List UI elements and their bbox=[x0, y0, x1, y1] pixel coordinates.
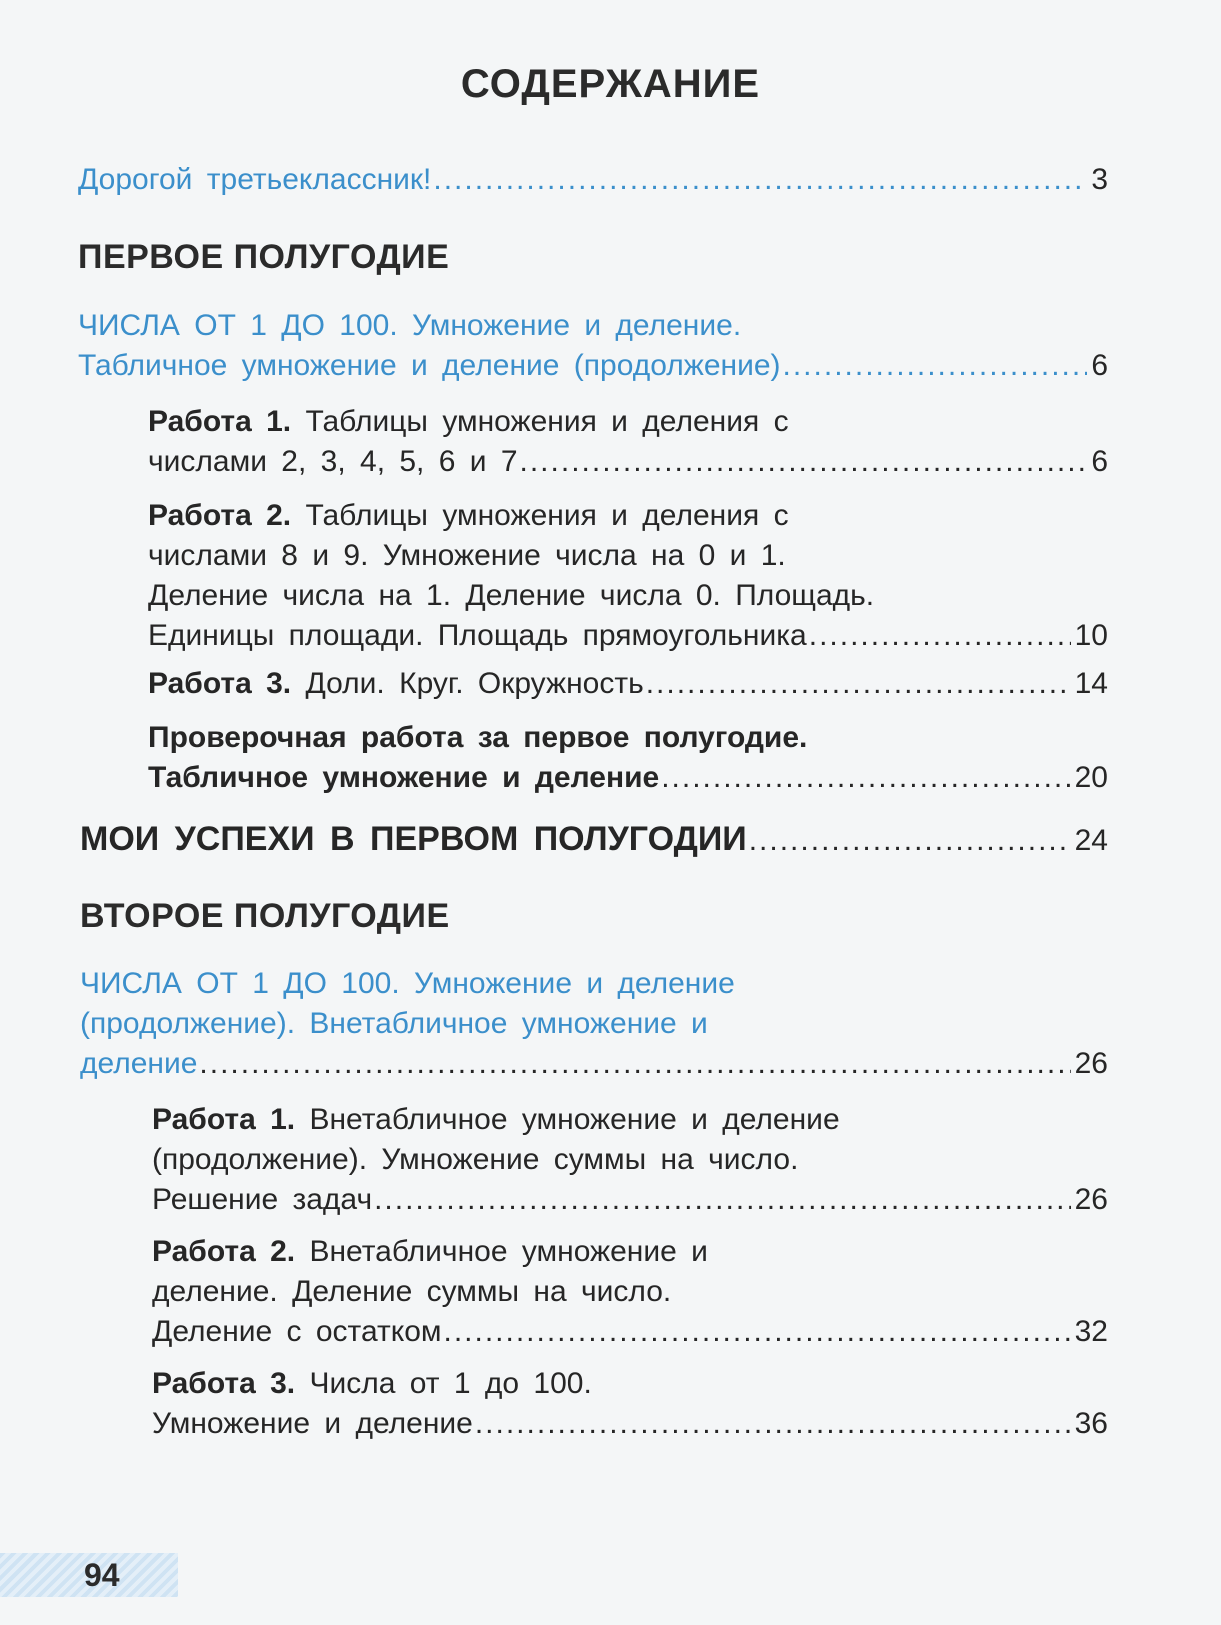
topic-line: (продолжение). Внетабличное умножение и bbox=[80, 1007, 708, 1040]
work-line: Внетабличное умножение и деление bbox=[309, 1103, 840, 1136]
dot-leader bbox=[199, 1044, 1070, 1084]
toc-entry-intro[interactable] bbox=[78, 160, 1108, 200]
page-number: 94 bbox=[84, 1557, 120, 1593]
toc-entry-topic-1[interactable] bbox=[78, 306, 1108, 386]
dot-leader bbox=[433, 160, 1087, 200]
work-line: Таблицы умножения и деления с bbox=[305, 499, 789, 532]
work-label: Работа 3. bbox=[148, 667, 292, 700]
dot-leader bbox=[749, 818, 1071, 864]
page-ref: 36 bbox=[1074, 1407, 1108, 1440]
page-ref: 26 bbox=[1074, 1183, 1108, 1216]
toc-entry-work-1-first[interactable] bbox=[148, 402, 1108, 482]
toc-entry-check-work[interactable] bbox=[148, 718, 1108, 798]
dot-leader bbox=[783, 346, 1088, 386]
page-ref: 6 bbox=[1091, 445, 1108, 478]
topic-line: Табличное умножение и деление (продолжение) bbox=[78, 349, 781, 382]
page-ref: 20 bbox=[1074, 761, 1108, 794]
work-line: (продолжение). Умножение суммы на число. bbox=[152, 1143, 799, 1176]
topic-line: деление bbox=[80, 1047, 198, 1080]
toc-entry-work-3-first[interactable] bbox=[148, 664, 1108, 704]
page-ref: 10 bbox=[1074, 619, 1108, 652]
page-ref: 6 bbox=[1091, 349, 1108, 382]
work-line: Решение задач bbox=[152, 1183, 373, 1216]
dot-leader bbox=[809, 616, 1071, 656]
topic-line: ЧИСЛА ОТ 1 ДО 100. Умножение и деление. bbox=[78, 309, 742, 342]
work-line: Умножение и деление bbox=[152, 1407, 473, 1440]
page-ref: 26 bbox=[1074, 1047, 1108, 1080]
work-line: числами 2, 3, 4, 5, 6 и 7 bbox=[148, 445, 518, 478]
entry-text: Дорогой третьеклассник! bbox=[78, 163, 432, 196]
toc-entry-work-2-second[interactable] bbox=[152, 1232, 1108, 1352]
page-title: СОДЕРЖАНИЕ bbox=[460, 62, 761, 106]
work-label: Работа 2. bbox=[152, 1235, 296, 1268]
section-heading-second-half: ВТОРОЕ ПОЛУГОДИЕ bbox=[80, 897, 450, 935]
work-label: Работа 2. bbox=[148, 499, 292, 532]
work-line: Единицы площади. Площадь прямоугольника bbox=[148, 619, 807, 652]
dot-leader bbox=[475, 1404, 1071, 1444]
page-ref: 24 bbox=[1074, 824, 1108, 857]
toc-entry-work-3-second[interactable] bbox=[152, 1364, 1108, 1444]
dot-leader bbox=[444, 1312, 1071, 1352]
dot-leader bbox=[374, 1180, 1071, 1220]
work-line: Числа от 1 до 100. bbox=[309, 1367, 592, 1400]
dot-leader bbox=[646, 664, 1071, 704]
work-line: Внетабличное умножение и bbox=[309, 1235, 708, 1268]
page-ref: 32 bbox=[1074, 1315, 1108, 1348]
check-line: Табличное умножение и деление bbox=[148, 761, 660, 794]
toc-entry-work-1-second[interactable] bbox=[152, 1100, 1108, 1220]
work-label: Работа 3. bbox=[152, 1367, 296, 1400]
section-heading-first-half: ПЕРВОЕ ПОЛУГОДИЕ bbox=[78, 238, 450, 276]
toc-entry-success[interactable] bbox=[80, 816, 1108, 862]
work-line: Деление числа на 1. Деление числа 0. Площадь. bbox=[148, 579, 875, 612]
page-ref: 3 bbox=[1091, 163, 1108, 196]
work-line: деление. Деление суммы на число. bbox=[152, 1275, 672, 1308]
work-label: Работа 1. bbox=[152, 1103, 296, 1136]
work-line: Деление с остатком bbox=[152, 1315, 442, 1348]
work-line: Таблицы умножения и деления с bbox=[305, 405, 789, 438]
work-label: Работа 1. bbox=[148, 405, 292, 438]
work-line: Доли. Круг. Окружность bbox=[305, 667, 644, 700]
work-line: числами 8 и 9. Умножение числа на 0 и 1. bbox=[148, 539, 786, 572]
toc-entry-topic-2[interactable] bbox=[80, 964, 1108, 1084]
topic-line: ЧИСЛА ОТ 1 ДО 100. Умножение и деление bbox=[80, 967, 735, 1000]
check-line: Проверочная работа за первое полугодие. bbox=[148, 721, 808, 754]
page-ref: 14 bbox=[1074, 667, 1108, 700]
dot-leader bbox=[661, 758, 1070, 798]
dot-leader bbox=[520, 442, 1088, 482]
success-text: МОИ УСПЕХИ В ПЕРВОМ ПОЛУГОДИИ bbox=[80, 820, 747, 858]
toc-entry-work-2-first[interactable] bbox=[148, 496, 1108, 656]
